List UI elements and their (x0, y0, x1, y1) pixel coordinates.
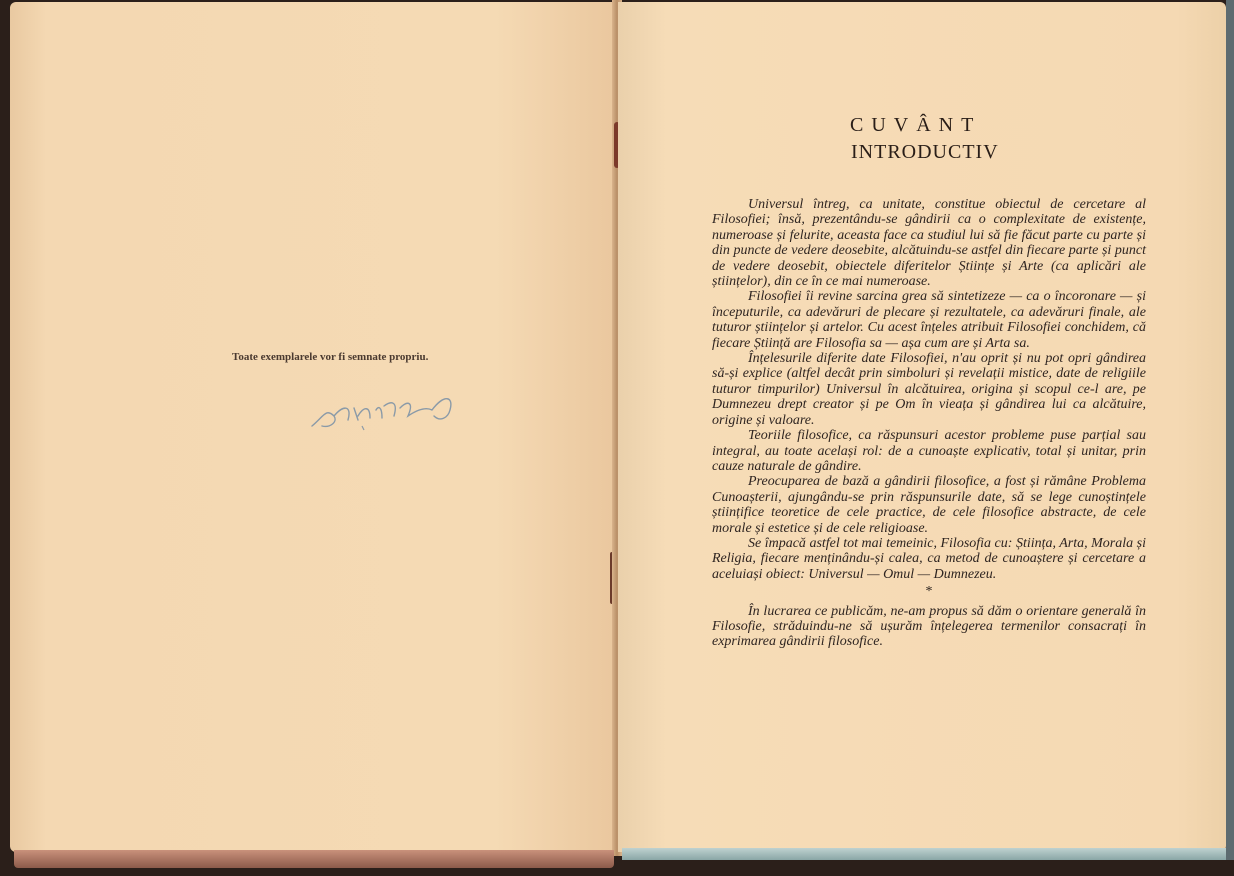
paragraph: Se împacă astfel tot mai temeinic, Filosofia cu: Știința, Arta, Morala și Religia, fiecare menținându-și calea, ca metod de cunoaștere și cercetare a aceluiași obiect: Universul — Omul — Dumnezeu. (712, 535, 1146, 582)
paragraph: Preocuparea de bază a gândirii filosofice, a fost și rămâne Problema Cunoașterii, ajungându-se prin răspunsurile date, să se lege cunoștințele științifice teoretice de cele practice, de cele filosofice abstracte, de cele morale și estetice și de cele religioase. (712, 474, 1146, 536)
paragraph: Teoriile filosofice, ca răspunsuri acestor probleme puse parțial sau integral, au toate același rol: de a cunoaște explicativ, total și unitar, prin cauze naturale de gândire. (712, 428, 1146, 474)
cover-edge (1226, 0, 1234, 860)
left-page-edge (14, 850, 614, 868)
heading-line2: INTRODUCTIV (851, 141, 999, 163)
paragraph: Filosofiei îi revine sarcina grea să sintetizeze — ca o încoronare — și începuturile, ca adevăruri de plecare și rezultatele, ca adevăruri finale, ale tuturor științelor și artelor. Cu acest înțeles atribuit Filosofiei conchidem, că fiecare Știință are Filosofia sa — așa cum are și Arta sa. (712, 289, 1146, 351)
paragraph: Universul întreg, ca unitate, constitue obiectul de cercetare al Filosofiei; însă, prezentându-se gândirii ca o complexitate de existențe, numeroase și felurite, aceasta face ca studiul lui să fie făcut parte cu parte și din puncte de vedere deosebite, alcătuindu-se astfel din fiecare parte și punct de vedere deosebit, obiectele diferitelor Științe și Arte (ca aplicări ale științelor), din ce în ce mai numeroase. (712, 197, 1146, 290)
signature-note: Toate exemplarele vor fi semnate propriu. (232, 351, 429, 363)
right-page-edge (622, 848, 1226, 860)
heading-line1: CUVÂNT (850, 114, 982, 136)
handwritten-signature (304, 386, 474, 436)
left-page (10, 2, 616, 852)
paragraph: Înțelesurile diferite date Filosofiei, n'au oprit și nu pot opri gândirea să-și explice (altfel decât prin simboluri și revelații mistice, date de religiile tuturor timpurilor) Universul în alcătuirea, origina și scopul ce-l are, pe Dumnezeu drept creator și pe Om în vieața și gândirea lui ca alcătuire, origine și valoare. (712, 351, 1146, 428)
section-separator: * (925, 584, 933, 600)
closing-paragraph: În lucrarea ce publicăm, ne-am propus să dăm o orientare generală în Filosofie, străduindu-ne să ușurăm înțelegerea termenilor consacrați în exprimarea gândirii filosofice. (712, 603, 1146, 650)
introduction-text (712, 197, 1146, 650)
